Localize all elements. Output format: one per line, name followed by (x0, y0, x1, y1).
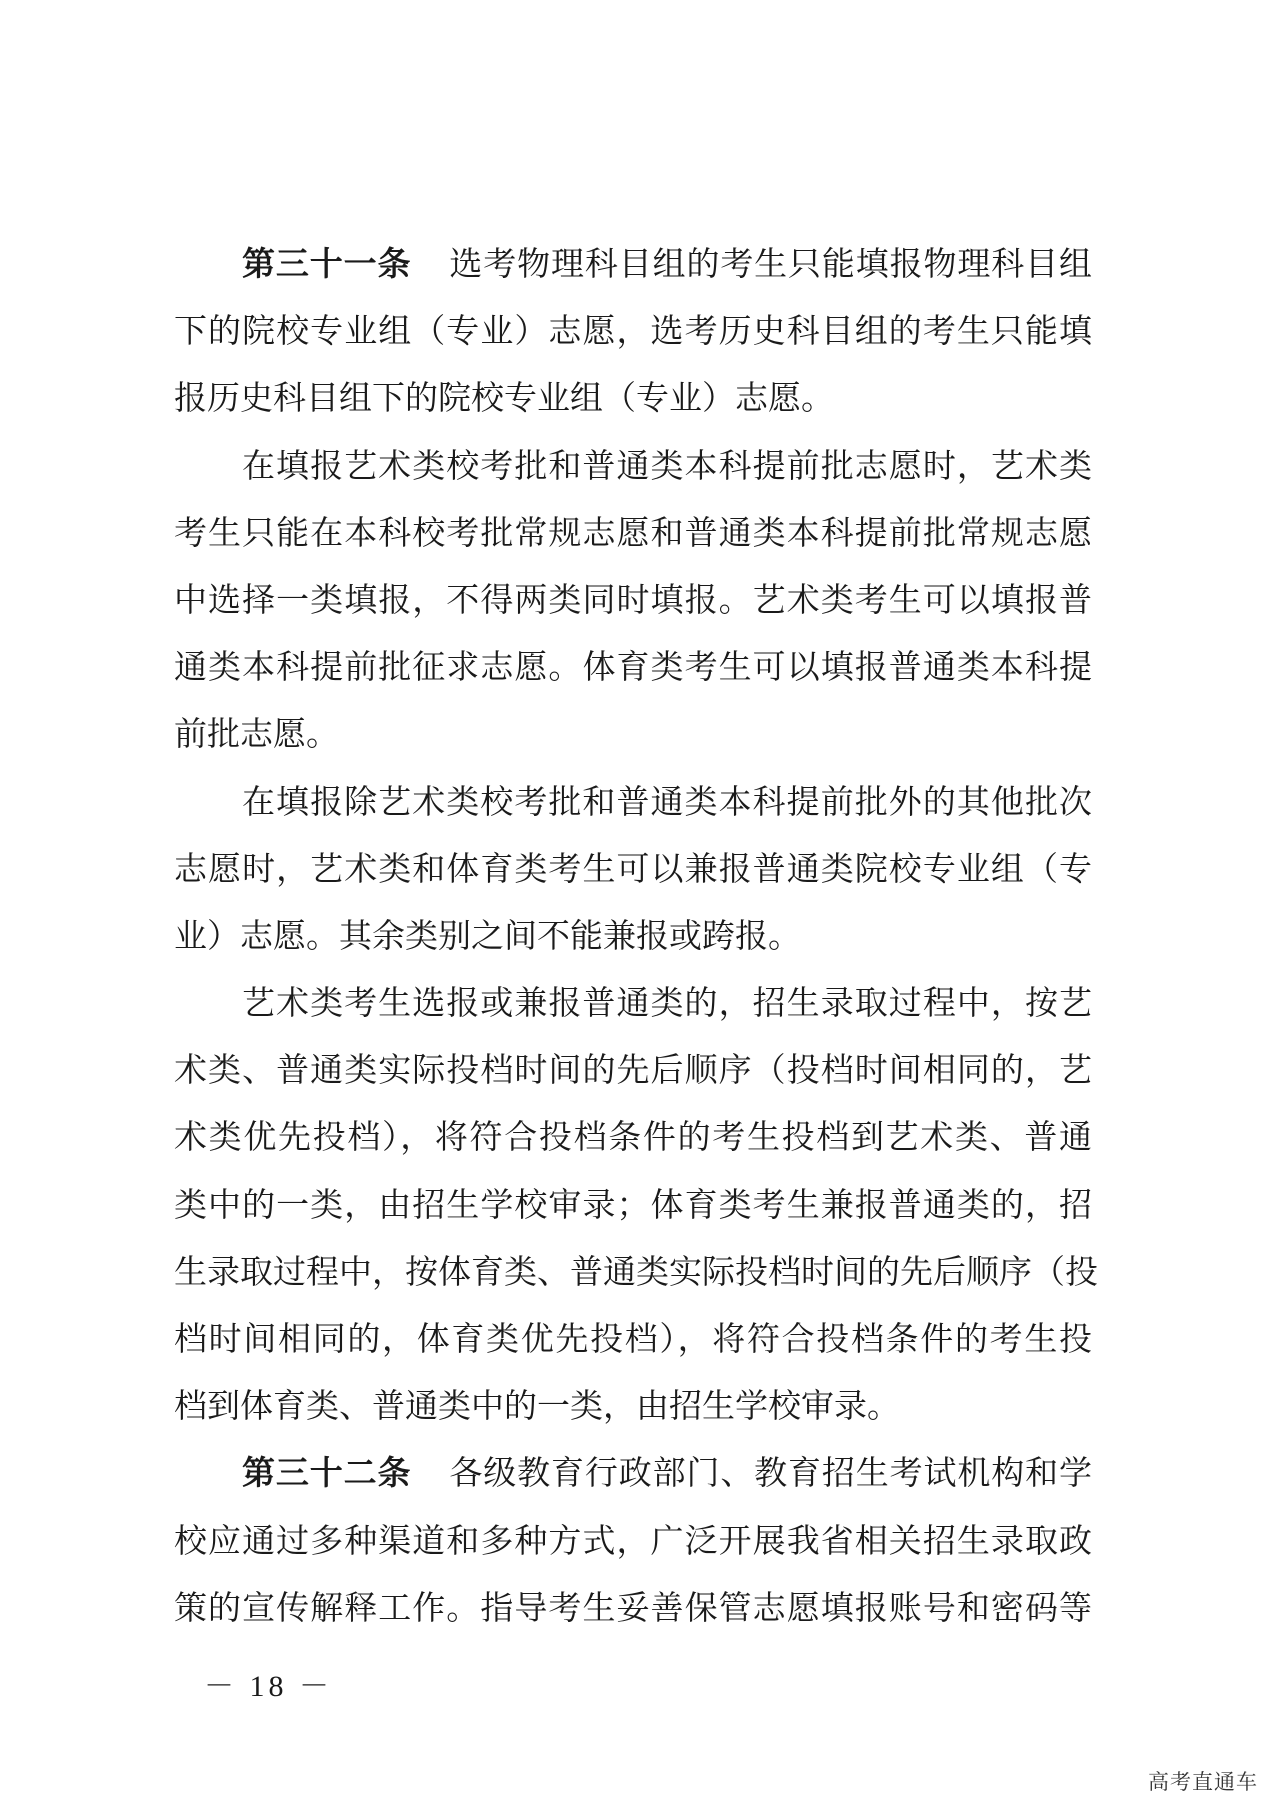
paragraph-line: 生录取过程中，按体育类、普通类实际投档时间的先后顺序（投 (174, 1251, 1098, 1291)
paragraph-line: 在填报艺术类校考批和普通类本科提前批志愿时，艺术类 (242, 445, 1092, 485)
paragraph-line: 校应通过多种渠道和多种方式，广泛开展我省相关招生录取政 (174, 1520, 1092, 1560)
paragraph-line: 报历史科目组下的院校专业组（专业）志愿。 (174, 378, 834, 418)
paragraph-line: 通类本科提前批征求志愿。体育类考生可以填报普通类本科提 (174, 647, 1092, 687)
paragraph-line: 艺术类考生选报或兼报普通类的，招生录取过程中，按艺 (242, 983, 1092, 1023)
article-32 (174, 1439, 1092, 1641)
line-text: 选考物理科目组的考生只能填报物理科目组 (449, 244, 1093, 283)
line-text: 各级教育行政部门、教育招生考试机构和学 (449, 1453, 1093, 1493)
paragraph-line: 下的院校专业组（专业）志愿，选考历史科目组的考生只能填 (174, 311, 1092, 351)
paragraph-line: 类中的一类，由招生学校审录；体育类考生兼报普通类的，招 (174, 1184, 1092, 1224)
article-title: 第三十二条 (242, 1453, 412, 1493)
paragraph-line (174, 230, 1092, 297)
paragraph-line: 业）志愿。其余类别之间不能兼报或跨报。 (174, 915, 801, 955)
paragraph-line (174, 1439, 1092, 1506)
document-body (174, 230, 1098, 1641)
paragraph-line: 档时间相同的，体育类优先投档），将符合投档条件的考生投 (174, 1319, 1092, 1358)
paragraph-line: 策的宣传解释工作。指导考生妥善保管志愿填报账号和密码等 (174, 1587, 1092, 1627)
watermark: 高考直通车 (1148, 1770, 1258, 1794)
paragraph (174, 432, 1092, 768)
paragraph-line: 在填报除艺术类校考批和普通类本科提前批外的其他批次 (242, 781, 1092, 821)
paragraph-line: 考生只能在本科校考批常规志愿和普通类本科提前批常规志愿 (174, 512, 1092, 552)
paragraph-line: 术类、普通类实际投档时间的先后顺序（投档时间相同的，艺 (174, 1050, 1092, 1090)
paragraph-line: 前批志愿。 (174, 714, 339, 754)
page-number: － 18 － (204, 1670, 333, 1703)
article-31 (174, 230, 1092, 432)
paragraph (174, 768, 1092, 970)
paragraph-line: 术类优先投档），将符合投档条件的考生投档到艺术类、普通 (174, 1117, 1092, 1157)
paragraph-line: 志愿时，艺术类和体育类考生可以兼报普通类院校专业组（专 (174, 848, 1092, 888)
article-title: 第三十一条 (242, 244, 412, 283)
paragraph (174, 969, 1098, 1439)
paragraph-line: 中选择一类填报，不得两类同时填报。艺术类考生可以填报普 (174, 579, 1092, 619)
paragraph-line: 档到体育类、普通类中的一类，由招生学校审录。 (174, 1386, 900, 1426)
